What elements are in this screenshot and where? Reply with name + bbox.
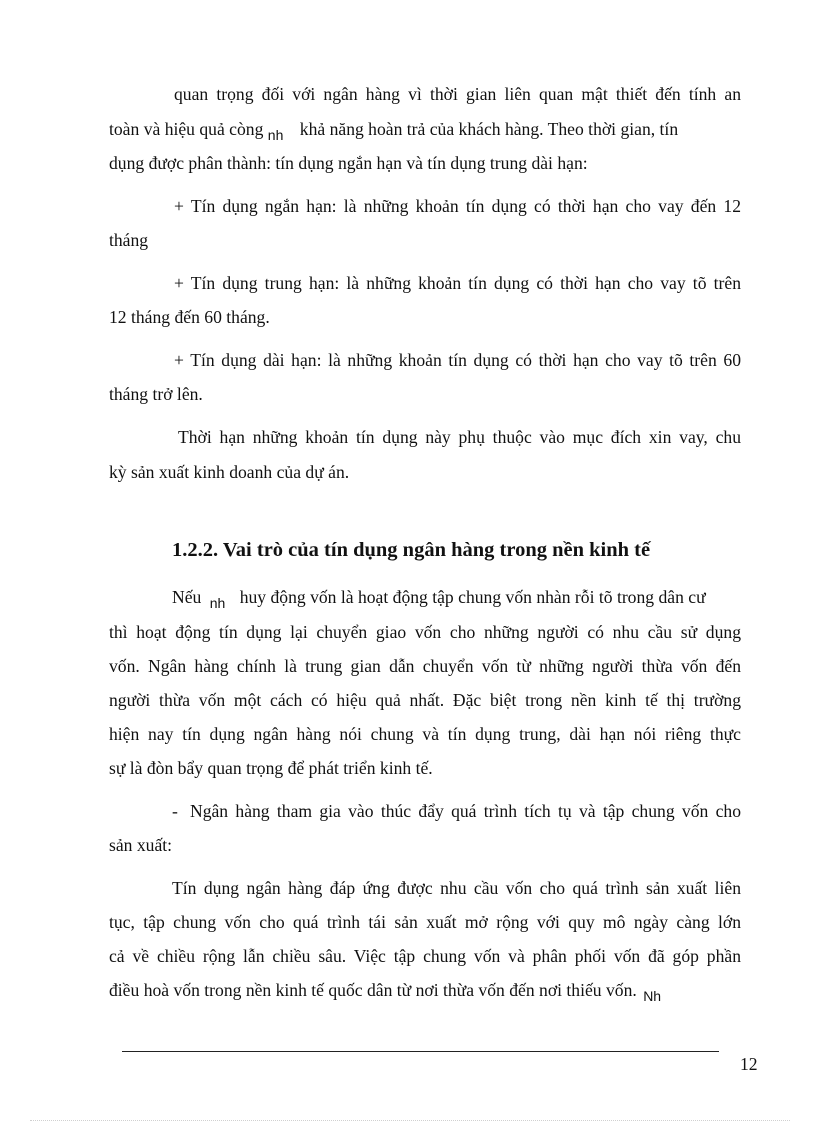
text-run: hiện nay tín dụng ngân hàng nói chung và tín dụng trung, dài hạn nói riêng thực bbox=[109, 724, 741, 744]
paragraph-line bbox=[109, 228, 148, 252]
text-run: toàn và hiệu quả còng bbox=[109, 119, 264, 139]
page-edge-dotted-line bbox=[30, 1120, 790, 1121]
page-number: 12 bbox=[740, 1054, 758, 1074]
text-run: vốn. Ngân hàng chính là trung gian dẫn chuyển vốn từ những người thừa vốn đến bbox=[109, 656, 741, 676]
text-run: kỳ sản xuất kinh doanh của dự án. bbox=[109, 462, 350, 482]
text-run: tháng bbox=[109, 230, 149, 250]
text-run: tục, tập chung vốn cho quá trình tái sản xuất mở rộng với quy mô ngày càng lớn bbox=[109, 912, 741, 932]
paragraph-line bbox=[109, 944, 741, 968]
artifact-nh: nh bbox=[209, 595, 226, 611]
paragraph-line bbox=[109, 688, 741, 712]
text-run: sản xuất: bbox=[109, 835, 173, 855]
section-heading: 1.2.2. Vai trò của tín dụng ngân hàng trong nền kinh tế bbox=[172, 539, 651, 561]
text-run: tháng trở lên. bbox=[109, 384, 203, 404]
bullet-item bbox=[190, 799, 741, 823]
paragraph-line bbox=[109, 756, 433, 780]
text-run: Nếu bbox=[172, 587, 202, 607]
text-run: khả năng hoàn trả của khách hàng. Theo thời gian, tín bbox=[299, 119, 679, 139]
paragraph-line bbox=[172, 876, 741, 900]
text-run: người thừa vốn một cách có hiệu quả nhất. Đặc biệt trong nền kinh tế thị trường bbox=[109, 690, 741, 710]
paragraph-line bbox=[172, 585, 741, 610]
text-run: dụng được phân thành: tín dụng ngắn hạn và tín dụng trung dài hạn: bbox=[109, 153, 588, 173]
paragraph-line bbox=[109, 382, 203, 406]
paragraph-line bbox=[109, 910, 741, 934]
list-item-short-term bbox=[174, 194, 741, 218]
text-run: điều hoà vốn trong nền kinh tế quốc dân từ nơi thừa vốn đến nơi thiếu vốn. bbox=[109, 980, 637, 1000]
text-run: huy động vốn là hoạt động tập chung vốn nhàn rỗi tõ trong dân cư bbox=[239, 587, 706, 607]
paragraph-duration bbox=[178, 425, 741, 449]
paragraph-line bbox=[109, 833, 172, 857]
paragraph-line bbox=[109, 722, 741, 746]
paragraph-line bbox=[109, 151, 588, 175]
text-run: sự là đòn bẩy quan trọng để phát triển kinh tế. bbox=[109, 758, 433, 778]
bullet-dash: - bbox=[172, 801, 178, 821]
list-item-medium-term bbox=[174, 271, 741, 295]
footer-rule bbox=[122, 1051, 719, 1052]
artifact-nh: nh bbox=[267, 127, 284, 143]
text-run: Thời hạn những khoản tín dụng này phụ thuộc vào mục đích xin vay, chu bbox=[178, 427, 741, 447]
paragraph-line bbox=[109, 978, 661, 1003]
text-run: + Tín dụng dài hạn: là những khoản tín dụng có thời hạn cho vay tõ trên 60 bbox=[174, 350, 741, 370]
paragraph-line bbox=[109, 654, 741, 678]
text-run: quan trọng đối với ngân hàng vì thời gian liên quan mật thiết đến tính an bbox=[174, 84, 741, 104]
text-run: Ngân hàng tham gia vào thúc đẩy quá trình tích tụ và tập chung vốn cho bbox=[190, 801, 741, 821]
text-run: + Tín dụng ngắn hạn: là những khoản tín dụng có thời hạn cho vay đến 12 bbox=[174, 196, 741, 216]
paragraph-line bbox=[174, 82, 741, 106]
paragraph-line bbox=[109, 460, 349, 484]
list-item-long-term bbox=[174, 348, 741, 372]
paragraph-line bbox=[109, 117, 678, 142]
paragraph-line bbox=[109, 620, 741, 644]
text-run: + Tín dụng trung hạn: là những khoản tín dụng có thời hạn cho vay tõ trên bbox=[174, 273, 741, 293]
paragraph-line bbox=[109, 305, 270, 329]
text-run: thì hoạt động tín dụng lại chuyển giao vốn cho những người có nhu cầu sử dụng bbox=[109, 622, 741, 642]
text-run: 12 tháng đến 60 tháng. bbox=[109, 307, 270, 327]
text-run: Tín dụng ngân hàng đáp ứng được nhu cầu vốn cho quá trình sản xuất liên bbox=[172, 878, 741, 898]
artifact-nh: Nh bbox=[643, 988, 662, 1004]
text-run: cả về chiều rộng lẫn chiều sâu. Việc tập chung vốn và phân phối vốn đã góp phần bbox=[109, 946, 741, 966]
